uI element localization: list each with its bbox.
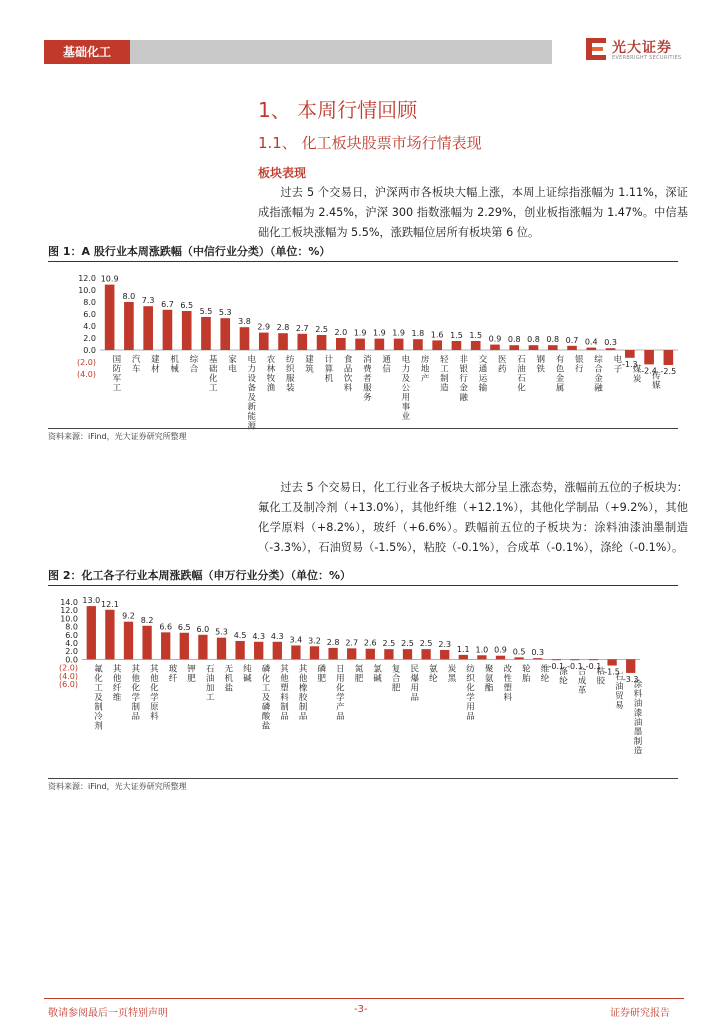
section-tag: 基础化工 <box>44 40 130 64</box>
bar <box>384 649 393 659</box>
bar-value-label: -1.3 <box>622 359 638 369</box>
bar-value-label: -0.1 <box>567 661 583 671</box>
bar <box>124 622 133 660</box>
bar <box>163 310 173 350</box>
bar-value-label: 6.5 <box>180 301 194 310</box>
bar-value-label: 7.3 <box>141 296 155 306</box>
bar-value-label: 3.8 <box>238 317 251 327</box>
bar <box>471 341 481 350</box>
category-label: 电子 <box>613 355 623 375</box>
y-tick-label: 0.0 <box>83 346 96 355</box>
category-label: 其他橡胶制品 <box>298 664 308 722</box>
category-label: 轻工制造 <box>440 355 449 394</box>
bar <box>533 658 542 659</box>
brand-subtitle: EVERBRIGHT SECURITIES <box>612 55 682 61</box>
page-number: -3- <box>354 1004 368 1015</box>
y-tick-label: (6.0) <box>59 680 78 689</box>
bar <box>328 648 337 659</box>
bar-value-label: 0.4 <box>584 337 598 347</box>
category-label: 无机盐 <box>224 664 234 694</box>
bar-value-label: -1.5 <box>604 667 620 677</box>
category-label: 炭黑 <box>447 664 457 684</box>
bar-value-label: 0.9 <box>488 334 502 344</box>
bar-value-label: 13.0 <box>82 596 101 606</box>
footer-divider <box>44 998 684 999</box>
y-tick-label: 14.0 <box>60 598 78 607</box>
bar <box>490 345 500 350</box>
bar <box>180 633 189 660</box>
bar <box>201 317 211 350</box>
category-label: 聚氨酯 <box>484 664 494 694</box>
y-tick-label: 2.0 <box>65 647 78 657</box>
bar-value-label: 0.5 <box>512 647 526 657</box>
bar-value-label: 8.2 <box>140 615 154 625</box>
bar-value-label: 2.7 <box>295 323 309 333</box>
category-label: 电力设备及新能源 <box>247 355 257 432</box>
bar <box>625 350 635 358</box>
category-label: 民爆用品 <box>410 664 420 703</box>
bar-value-label: 1.1 <box>456 644 470 654</box>
bar-value-label: 9.2 <box>122 611 135 621</box>
y-tick-label: (2.0) <box>59 663 78 673</box>
bar-value-label: 2.5 <box>401 639 414 649</box>
bar-value-label: 0.3 <box>531 648 545 658</box>
paragraph-market-summary: 过去 5 个交易日，沪深两市各板块大幅上涨，本周上证综指涨幅为 1.11%，深证成指涨幅为 2.45%，沪深 300 指数涨幅为 2.29%，创业板指涨幅为 1.47%。中信基础化工板块涨幅为 5.5%，涨跌幅位居所有板块第 6 位。 <box>258 186 688 239</box>
brand-logo <box>584 36 694 66</box>
bar <box>87 606 96 659</box>
figure-2-source: 资料来源：iFind，光大证券研究所整理 <box>48 778 678 792</box>
bar <box>297 334 307 350</box>
category-label: 轮胎 <box>522 664 531 684</box>
section-heading: 1、 本周行情回顾 <box>258 98 418 122</box>
y-tick-label: 4.0 <box>65 639 78 648</box>
y-tick-label: 4.0 <box>83 322 96 331</box>
category-label: 银行 <box>575 355 584 375</box>
category-label: 粘胶 <box>596 666 606 687</box>
category-label: 纯碱 <box>243 664 252 684</box>
y-tick-label: (2.0) <box>77 358 96 367</box>
bar <box>182 311 192 350</box>
bar <box>336 338 346 350</box>
bar-value-label: -2.5 <box>660 367 677 376</box>
figure-2-title: 图 2：化工各子行业本周涨跌幅（申万行业分类）（单位：%） <box>48 567 678 586</box>
bar-value-label: 3.4 <box>289 635 303 645</box>
bar <box>278 333 288 350</box>
y-tick-label: 6.0 <box>65 630 78 640</box>
bar <box>375 339 385 350</box>
category-label: 维纶 <box>540 664 550 684</box>
bar <box>586 348 596 350</box>
bar <box>607 659 616 665</box>
bar-value-label: 4.3 <box>252 631 266 641</box>
bar-value-label: -0.1 <box>585 661 602 671</box>
bar-value-label: 4.5 <box>233 630 247 640</box>
category-label: 医药 <box>497 355 507 375</box>
bar <box>529 345 539 350</box>
bar-value-label: 1.9 <box>372 328 386 338</box>
y-tick-label: 0.0 <box>65 655 78 665</box>
category-label: 其他纤维 <box>112 664 122 703</box>
category-label: 氯碱 <box>373 664 382 684</box>
category-label: 非银行金融 <box>459 355 468 403</box>
bar-value-label: 0.7 <box>565 335 579 345</box>
bar <box>548 345 558 350</box>
bar <box>509 345 519 350</box>
category-label: 磷肥 <box>317 664 327 684</box>
bar-value-label: 2.5 <box>419 639 433 649</box>
category-label: 纺织服装 <box>286 355 295 394</box>
bar-value-label: 12.1 <box>100 599 119 609</box>
bar-value-label: 2.3 <box>438 639 452 649</box>
y-tick-label: (4.0) <box>59 671 78 681</box>
bar <box>589 659 598 660</box>
bar <box>452 341 462 350</box>
bar-value-label: 0.8 <box>507 335 521 345</box>
bar <box>459 655 468 660</box>
bar-value-label: 1.8 <box>411 329 425 339</box>
bar-value-label: 2.9 <box>257 322 271 332</box>
y-tick-label: (4.0) <box>77 370 96 379</box>
category-label: 房地产 <box>420 355 430 384</box>
y-tick-label: 10.0 <box>78 286 96 295</box>
category-label: 综合 <box>189 355 199 375</box>
brand-name: 光大证券 <box>612 40 672 56</box>
bar-value-label: 2.5 <box>382 639 396 649</box>
y-tick-label: 12.0 <box>78 274 96 283</box>
bar-value-label: 5.3 <box>215 627 228 637</box>
footer-disclaimer: 敬请参阅最后一页特别声明 <box>48 1008 168 1019</box>
bar-value-label: 1.5 <box>450 331 463 340</box>
category-label: 电力及公用事业 <box>401 355 411 422</box>
bar-value-label: 5.5 <box>199 307 213 316</box>
category-label: 食品饮料 <box>343 355 353 394</box>
bar <box>124 302 134 350</box>
category-label: 煤炭 <box>632 364 642 385</box>
bar <box>105 610 114 660</box>
bar <box>105 285 115 350</box>
category-label: 改性塑料 <box>503 664 513 703</box>
bar-value-label: 0.9 <box>494 645 507 655</box>
bar-value-label: -3.3 <box>622 674 639 684</box>
bar <box>254 642 263 660</box>
bar <box>161 632 170 659</box>
category-label: 综合金融 <box>594 355 603 394</box>
bar <box>496 656 505 660</box>
bar <box>403 649 412 659</box>
bar <box>217 638 226 660</box>
topic-heading: 板块表现 <box>258 166 307 180</box>
bar-value-label: -0.1 <box>548 661 565 671</box>
category-label: 磷化工及磷酸盐 <box>261 664 271 732</box>
bar <box>347 648 356 659</box>
y-tick-label: 10.0 <box>60 614 78 624</box>
y-tick-label: 12.0 <box>60 606 78 616</box>
bar <box>142 626 151 660</box>
bar <box>394 339 404 350</box>
subsection-heading: 1.1、 化工板块股票市场行情表现 <box>258 134 482 152</box>
bar <box>355 339 365 350</box>
category-label: 氨纶 <box>429 664 438 684</box>
figure-1-title: 图 1：A 股行业本周涨跌幅（中信行业分类）（单位：%） <box>48 243 678 262</box>
bar-value-label: 10.9 <box>100 274 119 284</box>
category-label: 通信 <box>382 355 391 375</box>
category-label: 建筑 <box>305 355 314 375</box>
bar-value-label: 5.3 <box>218 308 232 318</box>
category-label: 石油石化 <box>517 355 526 394</box>
brand-logo-icon <box>584 36 608 62</box>
category-label: 涤纶 <box>559 666 568 687</box>
y-tick-label: 8.0 <box>65 622 78 632</box>
bar <box>235 641 244 659</box>
bar <box>259 333 269 350</box>
bar <box>366 649 375 660</box>
bar-value-label: 4.3 <box>270 631 284 641</box>
category-label: 家电 <box>228 355 237 375</box>
category-label: 消费者服务 <box>363 355 372 403</box>
bar-value-label: 0.8 <box>546 335 560 345</box>
category-label: 基础化工 <box>208 355 218 394</box>
category-label: 复合肥 <box>391 664 401 694</box>
category-label: 氟化工及制冷剂 <box>94 664 103 732</box>
category-label: 纺织化学用品 <box>466 664 475 722</box>
bar <box>570 659 579 660</box>
category-label: 钾肥 <box>187 664 196 684</box>
category-label: 建材 <box>151 355 160 375</box>
bar <box>143 306 153 350</box>
bar-value-label: 2.6 <box>363 638 377 648</box>
bar-value-label: 2.5 <box>315 325 328 334</box>
bar <box>514 657 523 659</box>
category-label: 玻纤 <box>168 664 178 684</box>
bar-value-label: 8.0 <box>122 292 136 301</box>
category-label: 农林牧渔 <box>266 355 276 394</box>
category-label: 国防军工 <box>112 355 122 394</box>
bar-value-label: 2.7 <box>345 638 359 648</box>
category-label: 日用化学产品 <box>336 664 345 722</box>
bar-value-label: 6.6 <box>159 622 173 632</box>
bar-value-label: 6.7 <box>161 299 174 309</box>
figure-1-source: 资料来源：iFind，光大证券研究所整理 <box>48 428 678 442</box>
category-label: 机械 <box>170 355 179 375</box>
bar-value-label: 2.8 <box>326 637 340 647</box>
bar-value-label: 1.0 <box>475 645 489 655</box>
category-label: 有色金属 <box>555 355 565 394</box>
bar <box>606 348 616 350</box>
bar-value-label: -2.4 <box>641 366 657 376</box>
y-tick-label: 8.0 <box>83 298 96 307</box>
paragraph-subsector-summary: 过去 5 个交易日，化工行业各子板块大部分呈上涨态势，涨幅前五位的子板块为：氟化工及制冷剂（+13.0%），其他纤维（+12.1%），其他化学制品（+9.2%），其他化学原料（+8.2%），玻纤（+6.6%）。跌幅前五位的子板块为：涂料油漆油墨制造（-3.3%），石油贸易（-1.5%），粘胶（-0.1%），合成革（-0.1%），涤纶（-0.1%）。 <box>258 481 688 554</box>
category-label: 传媒 <box>652 371 661 391</box>
bar <box>644 350 654 364</box>
bar-value-label: 3.2 <box>308 636 321 646</box>
bar-value-label: 1.5 <box>469 331 483 340</box>
bar-value-label: 6.0 <box>196 624 210 634</box>
bar <box>220 318 230 350</box>
figure-1-chart <box>48 264 678 432</box>
bar <box>291 645 300 659</box>
category-label: 其他化学制品 <box>131 664 141 722</box>
bar-value-label: 0.8 <box>527 335 540 345</box>
category-label: 石油加工 <box>205 664 215 703</box>
bar <box>317 335 327 350</box>
figure-2-chart <box>48 588 678 776</box>
bar <box>477 655 486 659</box>
bar <box>552 659 561 660</box>
footer-report-type: 证券研究报告 <box>610 1008 670 1019</box>
bar <box>567 346 577 350</box>
bar <box>240 327 250 350</box>
y-tick-label: 6.0 <box>83 310 96 319</box>
bar <box>440 650 449 659</box>
category-label: 涂料油漆油墨制造 <box>633 679 643 757</box>
category-label: 氮肥 <box>354 664 364 684</box>
bar-value-label: 1.6 <box>430 330 444 340</box>
bar <box>421 649 430 659</box>
category-label: 汽车 <box>131 355 141 375</box>
bar <box>198 635 207 660</box>
bar <box>626 659 635 673</box>
bar-value-label: 1.9 <box>353 328 367 338</box>
bar-value-label: 2.8 <box>276 323 290 333</box>
bar-value-label: 2.0 <box>334 328 348 337</box>
bar <box>413 339 423 350</box>
category-label: 计算机 <box>324 355 334 384</box>
bar-value-label: 1.9 <box>392 328 406 338</box>
bar <box>273 642 282 660</box>
category-label: 其他塑料制品 <box>280 664 289 722</box>
y-tick-label: 2.0 <box>83 334 96 343</box>
category-label: 合成革 <box>577 666 587 696</box>
category-label: 交通运输 <box>478 355 488 394</box>
category-label: 钢铁 <box>536 355 546 375</box>
bar-value-label: 0.3 <box>604 338 617 348</box>
bar <box>432 340 442 350</box>
category-label: 其他化学原料 <box>150 664 159 722</box>
bar <box>310 646 319 659</box>
category-label: 石油贸易 <box>615 672 624 712</box>
bar-value-label: 6.5 <box>177 622 191 632</box>
bar <box>664 350 674 365</box>
